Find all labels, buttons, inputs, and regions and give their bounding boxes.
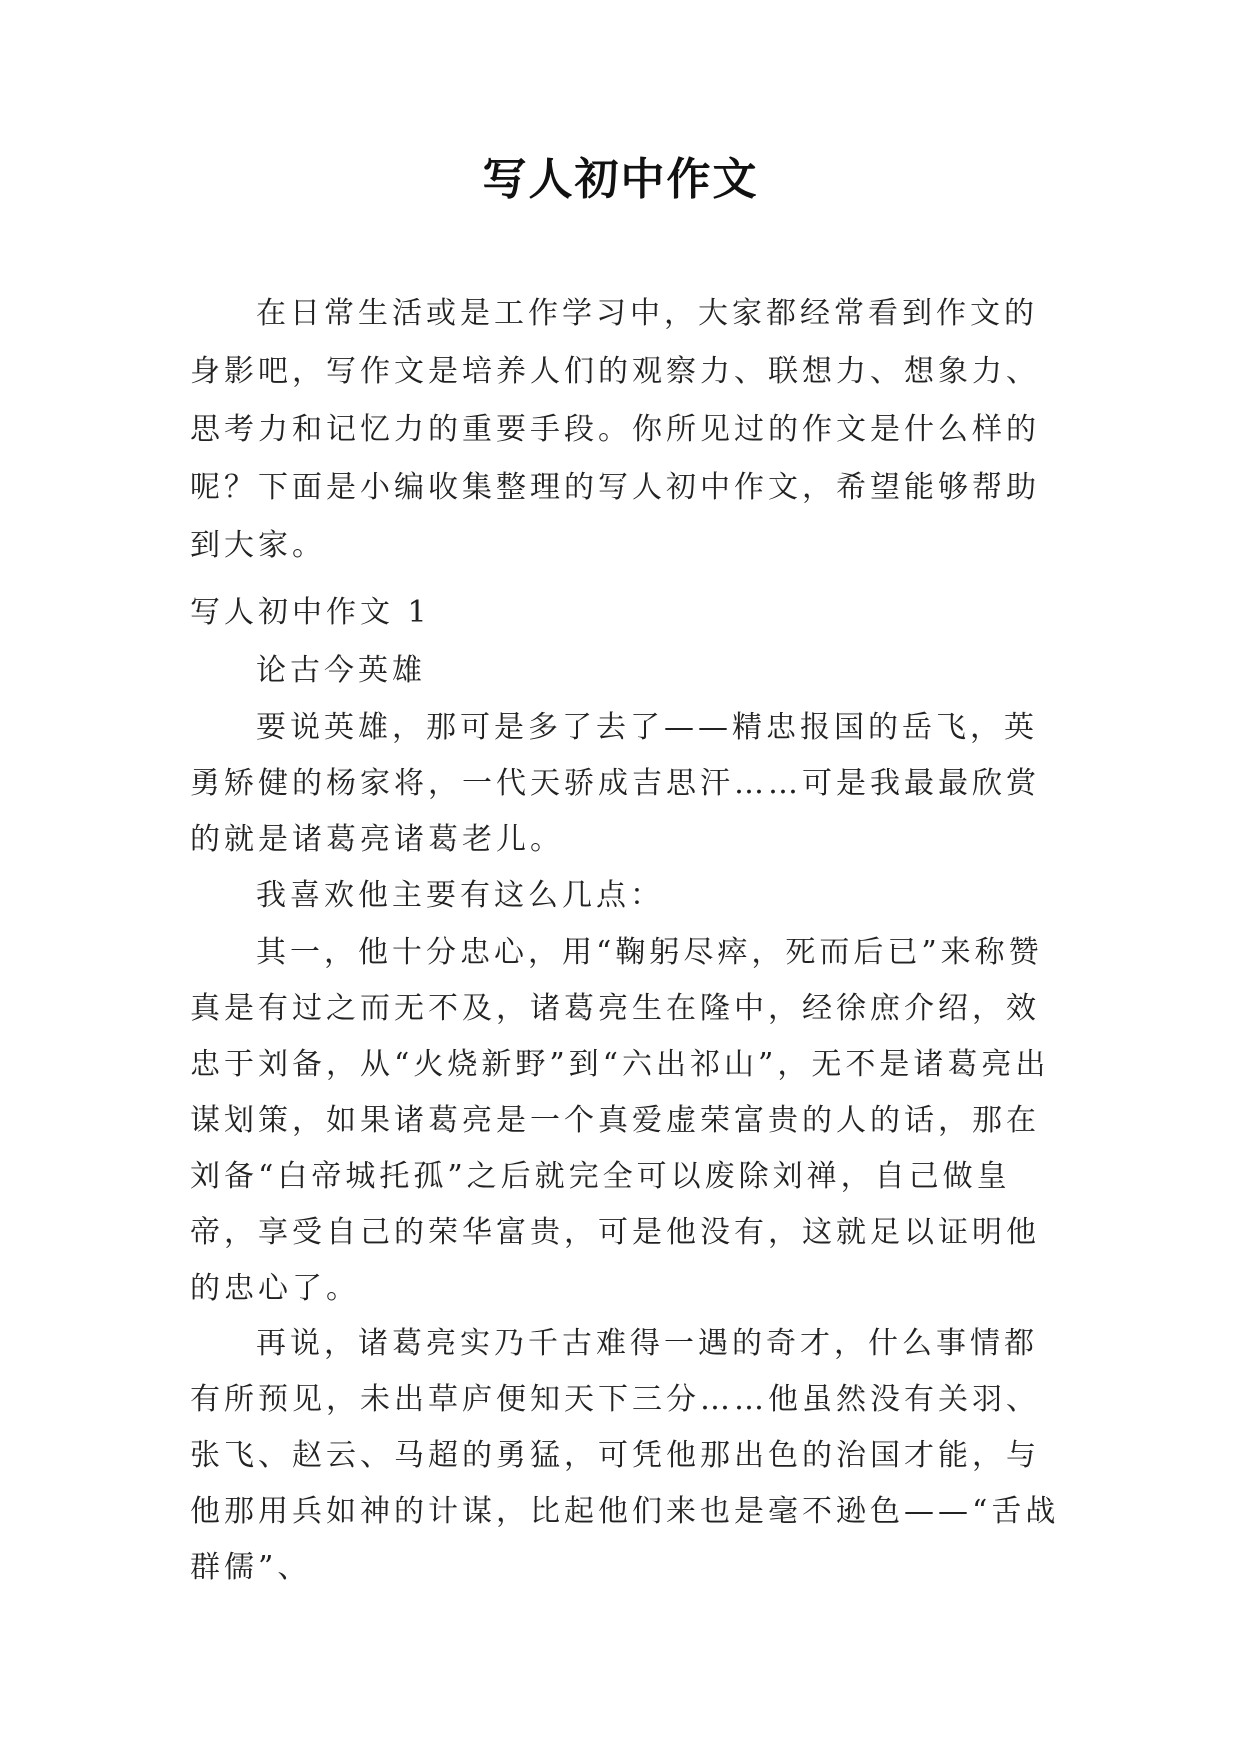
intro-paragraph: 在日常生活或是工作学习中，大家都经常看到作文的身影吧，写作文是培养人们的观察力、联想力、想象力、思考力和记忆力的重要手段。你所见过的作文是什么样的呢？下面是小编收集整理的写人初中作文，希望能够帮助到大家。 (190, 296, 1040, 563)
body-paragraph: 要说英雄，那可是多了去了——精忠报国的岳飞，英勇矫健的杨家将，一代天骄成吉思汗……可是我最最欣赏的就是诸葛亮诸葛老儿。 (190, 710, 1040, 857)
document-title: 写人初中作文 (482, 154, 759, 205)
body-paragraph: 我喜欢他主要有这么几点： (256, 878, 664, 913)
body-paragraph: 其一，他十分忠心，用“鞠躬尽瘁，死而后已”来称赞真是有过之而无不及，诸葛亮生在隆中，经徐庶介绍，效忠于刘备，从“火烧新野”到“六出祁山”，无不是诸葛亮出谋划策，如果诸葛亮是一个真爱虚荣富贵的人的话，那在刘备“白帝城托孤”之后就完全可以废除刘禅，自己做皇帝，享受自己的荣华富贵，可是他没有，这就足以证明他的忠心了。 (190, 935, 1050, 1306)
section-heading: 写人初中作文 1 (190, 595, 431, 630)
body-paragraph: 再说，诸葛亮实乃千古难得一遇的奇才，什么事情都有所预见，未出草庐便知天下三分……他虽然没有关羽、张飞、赵云、马超的勇猛，可凭他那出色的治国才能，与他那用兵如神的计谋，比起他们来也是毫不逊色——“舌战群儒”、 (190, 1326, 1060, 1585)
essay-title: 论古今英雄 (256, 653, 426, 688)
